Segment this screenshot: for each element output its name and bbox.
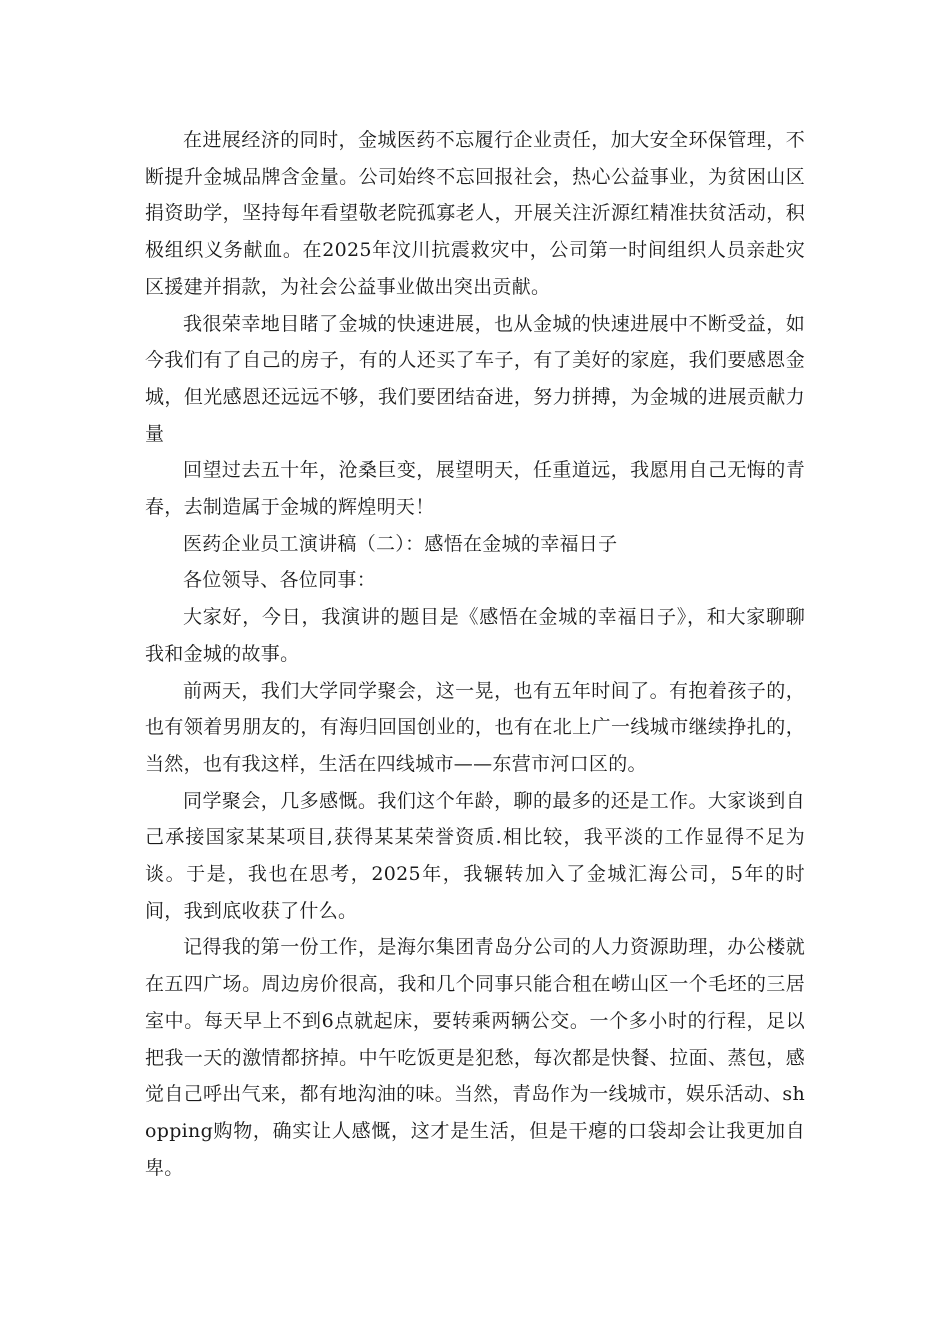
- paragraph-gratitude: 我很荣幸地目睹了金城的快速进展，也从金城的快速进展中不断受益，如今我们有了自己的房子，有的人还买了车子，有了美好的家庭，我们要感恩金城，但光感恩还远远不够，我们要团结奋进，努力拼搏，为金城的进展贡献力量: [145, 312, 805, 445]
- paragraph-greeting: 大家好，今日，我演讲的题目是《感悟在金城的幸福日子》，和大家聊聊我和金城的故事。: [145, 606, 805, 665]
- document-body: [145, 122, 805, 1186]
- speech-title: 医药企业员工演讲稿（二）：感悟在金城的幸福日子: [183, 532, 618, 555]
- paragraph-first-job: 记得我的第一份工作，是海尔集团青岛分公司的人力资源助理，办公楼就在五四广场。周边房价很高，我和几个同事只能合租在崂山区一个毛坯的三居室中。每天早上不到6点就起床，要转乘两辆公交。一个多小时的行程，足以把我一天的激情都挤掉。中午吃饭更是犯愁，每次都是快餐、拉面、蒸包，感觉自己呼出气来，都有地沟油的味。当然，青岛作为一线城市，娱乐活动、shopping购物，确实让人感慨，这才是生活，但是干瘪的口袋却会让我更加自卑。: [145, 936, 805, 1179]
- paragraph-reunion: 前两天，我们大学同学聚会，这一晃，也有五年时间了。有抱着孩子的，也有领着男朋友的，有海归回国创业的，也有在北上广一线城市继续挣扎的，当然，也有我这样，生活在四线城市——东营市河口区的。: [145, 679, 805, 775]
- paragraph-reflection: 同学聚会，几多感慨。我们这个年龄，聊的最多的还是工作。大家谈到自己承接国家某某项目,获得某某荣誉资质.相比较，我平淡的工作显得不足为谈。于是，我也在思考，2025年，我辗转加入了金城汇海公司，5年的时间，我到底收获了什么。: [145, 789, 805, 922]
- paragraph-outlook: 回望过去五十年，沧桑巨变，展望明天，任重道远，我愿用自己无悔的青春，去制造属于金城的辉煌明天！: [145, 459, 805, 519]
- speech-salutation: 各位领导、各位同事：: [183, 569, 377, 592]
- paragraph-csr: 在进展经济的同时，金城医药不忘履行企业责任，加大安全环保管理，不断提升金城品牌含金量。公司始终不忘回报社会，热心公益事业，为贫困山区捐资助学，坚持每年看望敬老院孤寡老人，开展关注沂源红精准扶贫活动，积极组织义务献血。在2025年汶川抗震救灾中，公司第一时间组织人员亲赴灾区援建并捐款，为社会公益事业做出突出贡献。: [145, 129, 805, 298]
